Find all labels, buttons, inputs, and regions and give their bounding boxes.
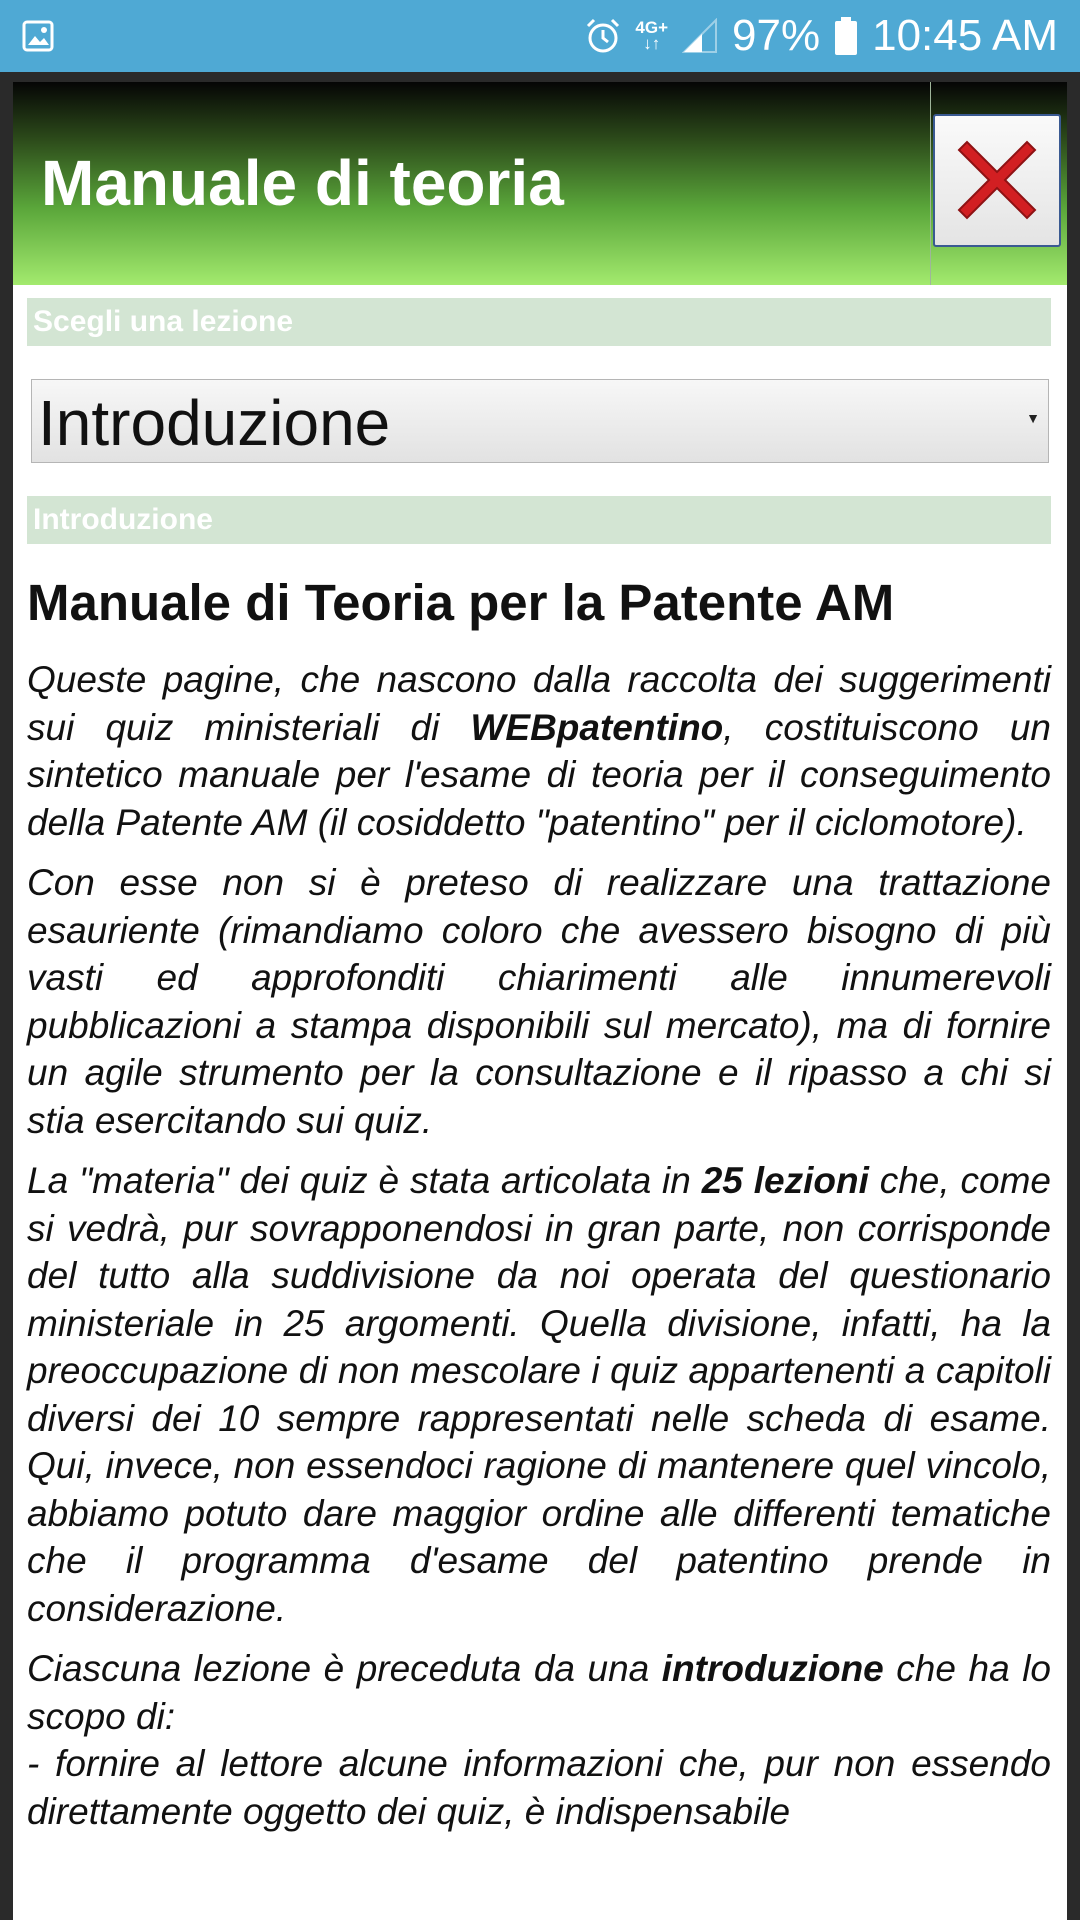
battery-percentage: 97% (732, 11, 821, 60)
network-4g-icon: 4G+ ↓↑ (635, 18, 669, 53)
paragraph: La "materia" dei quiz è stata articolata in 25 lezioni che, come si vedrà, pur sovrapponendosi in gran parte, non corrisponde del tutto alla suddivisione da noi operata del questionario ministeriale in 25 argomenti. Quella divisione, infatti, ha la preoccupazione di non mescolare i quiz appartenenti a capitoli diversi dei 10 sempre rappresentati nelle scheda di esame. Qui, invece, non essendoci ragione di mantenere quel vincolo, abbiamo potuto dare maggior ordine alle differenti tematiche che il programma d'esame del patentino prende in considerazione. (27, 1160, 1051, 1629)
lesson-select-value: Introduzione (38, 387, 391, 459)
paragraph: - fornire al lettore alcune informazioni che, pur non essendo direttamente oggetto dei quiz, è indispensabile (27, 1743, 1051, 1832)
gallery-icon (22, 20, 54, 52)
paragraph: Ciascuna lezione è preceduta da una introduzione che ha lo scopo di: (27, 1648, 1051, 1737)
lesson-select[interactable] (31, 379, 1049, 463)
close-icon (935, 116, 1059, 245)
close-button[interactable] (930, 82, 1067, 285)
article-content (27, 572, 1051, 1848)
alarm-icon (585, 17, 621, 55)
clock: 10:45 AM (872, 11, 1058, 60)
battery-icon (834, 16, 858, 56)
title-bar (13, 82, 1067, 285)
chevron-down-icon: ▼ (1026, 410, 1040, 426)
lesson-picker-label: Scegli una lezione (27, 298, 1051, 346)
page-title: Manuale di teoria (41, 147, 564, 219)
signal-icon (682, 18, 718, 54)
paragraph: Queste pagine, che nascono dalla raccolta dei suggerimenti sui quiz ministeriali di WEBpatentino, costituiscono un sintetico manuale per l'esame di teoria per il conseguimento della Patente AM (il cosiddetto "patentino" per il ciclomotore). (27, 659, 1051, 843)
status-bar (0, 0, 1080, 72)
manual-window (13, 82, 1067, 1920)
article-heading: Manuale di Teoria per la Patente AM (27, 574, 895, 631)
paragraph: Con esse non si è preteso di realizzare una trattazione esauriente (rimandiamo coloro che avessero bisogno di più vasti ed approfonditi chiarimenti alle innumerevoli pubblicazioni a stampa disponibili sul mercato), ma di fornire un agile strumento per la consultazione e il ripasso a chi si stia esercitando sui quiz. (27, 862, 1051, 1141)
section-title: Introduzione (27, 496, 1051, 544)
